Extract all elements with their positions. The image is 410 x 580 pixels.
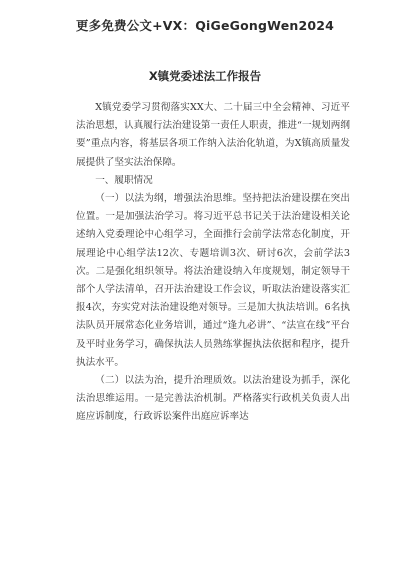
- paragraph-2: （二）以法为治，提升治理质效。以法治建设为抓手，深化法治思维运用。一是完善法治机制。严格落实行政机关负责人出庭应诉制度，行政诉讼案件出庭应诉率达: [76, 375, 350, 423]
- intro-paragraph: X镇党委学习贯彻落实XX大、二十届三中全会精神、习近平法治思想，认真履行法治建设第一责任人职责，推进“一规划两纲要”重点内容，将基层各项工作纳入法治化轨道，为X镇高质量发展提供了坚实法治保障。: [76, 102, 350, 168]
- document-title: X镇党委述法工作报告: [148, 69, 262, 83]
- paragraph-1: （一）以法为纲，增强法治思维。坚持把法治建设摆在突出位置。一是加强法治学习。将习近平总书记关于法治建设相关论述纳入党委理论中心组学习，全面推行会前学法常态化制度，开展理论中心组学法12次、专题培训3次、研讨6次，会前学法3次。二是强化组织领导。将法治建设纳入年度规划，制定领导干部个人学法清单，召开法治建设工作会议，听取法治建设落实汇报4次，夯实党对法治建设绝对领导。三是加大执法培训。6名执法队员开展常态化业务培训，通过“逢九必讲”、“法宣在线”平台及平时业务学习，确保执法人员熟练掌握执法依据和程序，提升执法水平。: [76, 193, 350, 368]
- watermark-header: 更多免费公文+VX：QiGeGongWen2024: [75, 18, 335, 33]
- section-heading: 一、履职情况: [95, 174, 153, 186]
- document-body: [76, 99, 350, 427]
